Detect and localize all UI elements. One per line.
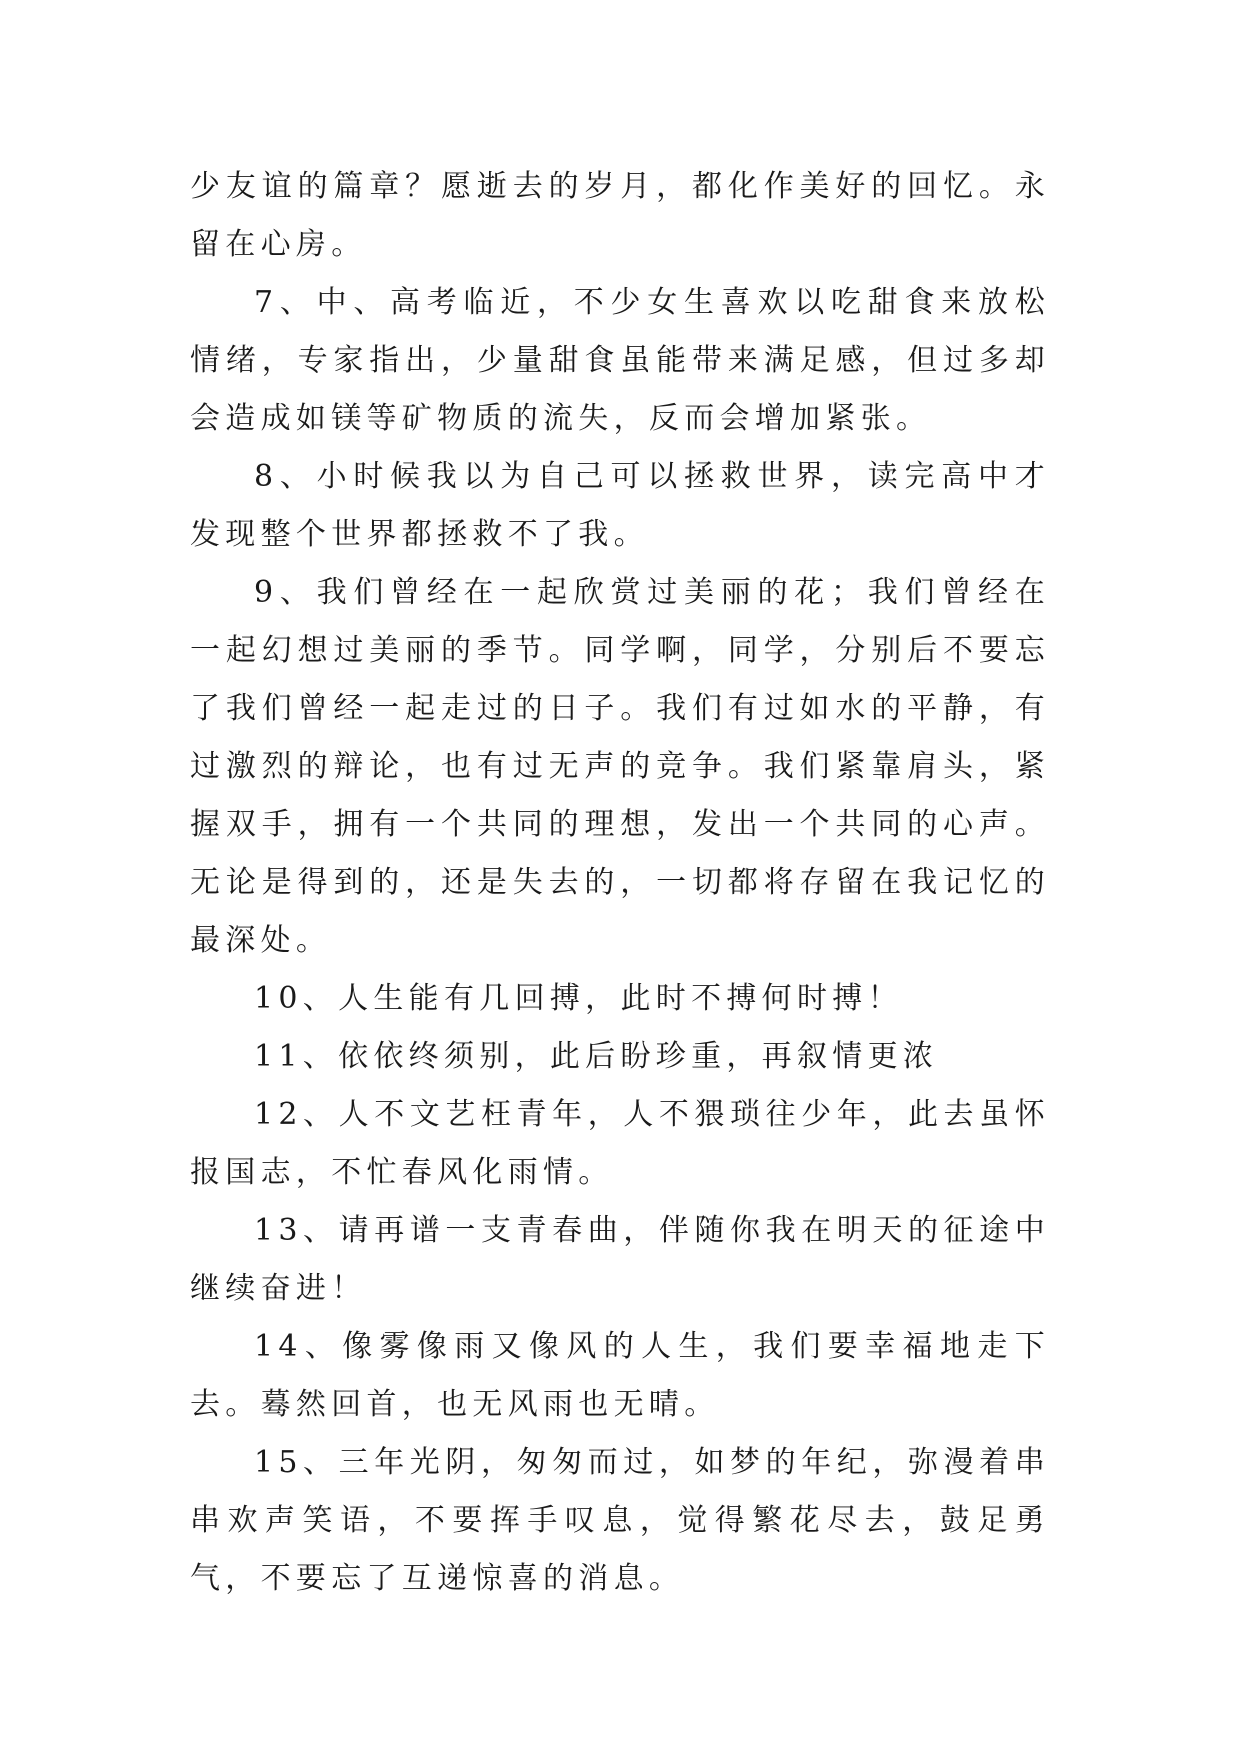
paragraph-item-8: 8、小时候我以为自己可以拯救世界，读完高中才发现整个世界都拯救不了我。 xyxy=(190,459,1050,552)
paragraph-item-12: 12、人不文艺枉青年，人不猥琐往少年，此去虽怀报国志，不忙春风化雨情。 xyxy=(190,1097,1050,1190)
paragraph-item-14: 14、像雾像雨又像风的人生，我们要幸福地走下去。蓦然回首，也无风雨也无晴。 xyxy=(190,1329,1050,1422)
document-body xyxy=(190,158,1050,1608)
paragraph-item-15: 15、三年光阴，匆匆而过，如梦的年纪，弥漫着串串欢声笑语，不要挥手叹息，觉得繁花尽去，鼓足勇气，不要忘了互递惊喜的消息。 xyxy=(190,1445,1050,1596)
paragraph-continuation: 少友谊的篇章？愿逝去的岁月，都化作美好的回忆。永留在心房。 xyxy=(190,169,1050,262)
paragraph-item-13: 13、请再谱一支青春曲，伴随你我在明天的征途中继续奋进！ xyxy=(190,1213,1050,1306)
paragraph-item-11: 11、依依终须别，此后盼珍重，再叙情更浓 xyxy=(254,1039,939,1074)
paragraph-item-7: 7、中、高考临近，不少女生喜欢以吃甜食来放松情绪，专家指出，少量甜食虽能带来满足感，但过多却会造成如镁等矿物质的流失，反而会增加紧张。 xyxy=(190,285,1050,436)
paragraph-item-10: 10、人生能有几回搏，此时不搏何时搏！ xyxy=(254,981,903,1016)
paragraph-item-9: 9、我们曾经在一起欣赏过美丽的花；我们曾经在一起幻想过美丽的季节。同学啊，同学，分别后不要忘了我们曾经一起走过的日子。我们有过如水的平静，有过激烈的辩论，也有过无声的竞争。我们紧靠肩头，紧握双手，拥有一个共同的理想，发出一个共同的心声。无论是得到的，还是失去的，一切都将存留在我记忆的最深处。 xyxy=(190,575,1050,958)
